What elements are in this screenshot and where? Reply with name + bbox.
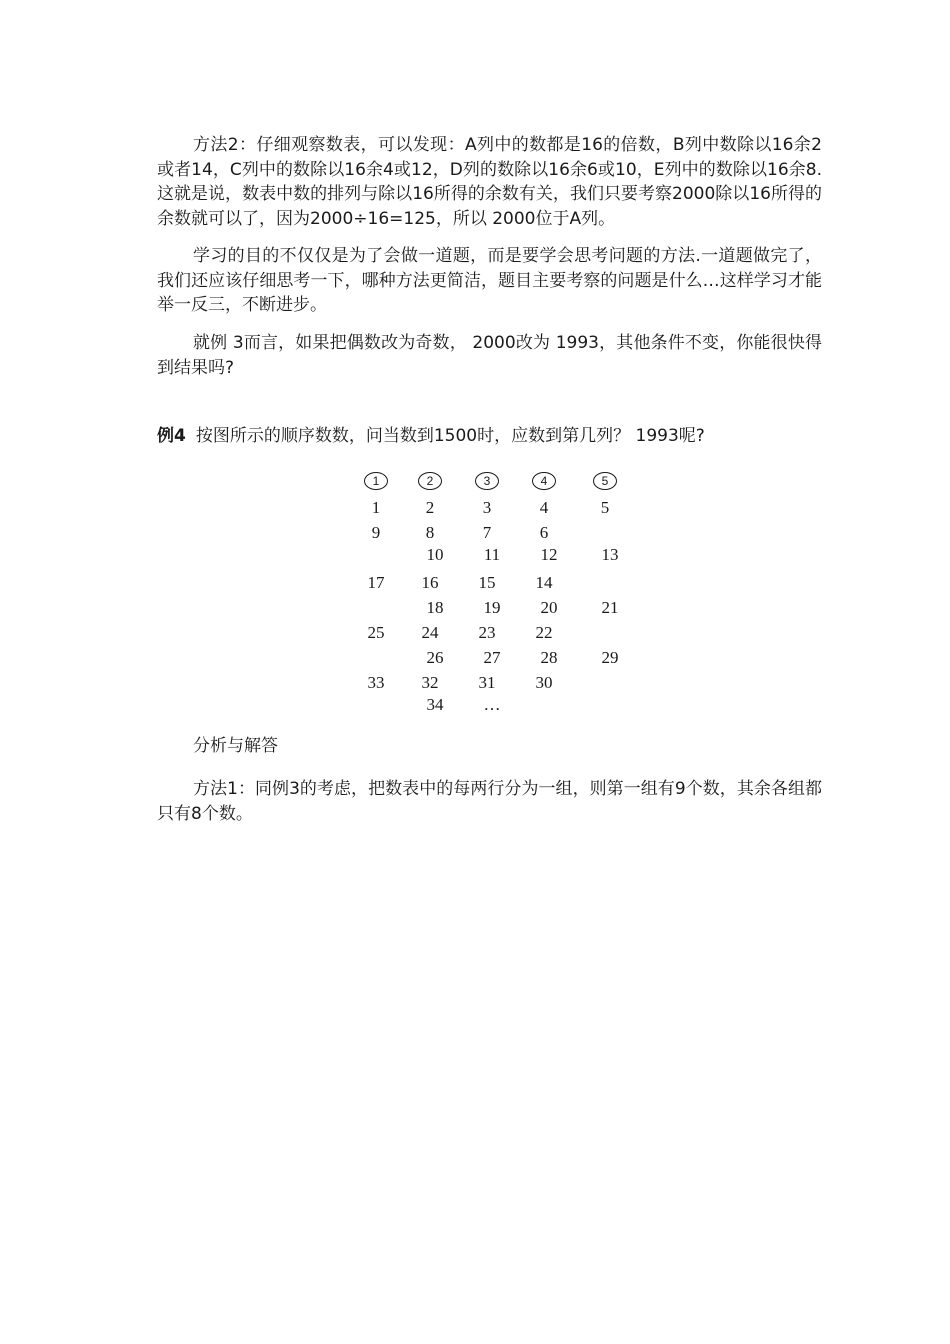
table-cell: 13 — [601, 545, 619, 564]
table-cell: 14 — [535, 573, 553, 592]
table-cell: 27 — [483, 648, 501, 667]
table-cell: 18 — [426, 598, 444, 617]
table-cell: 24 — [421, 623, 439, 642]
table-cell: 28 — [540, 648, 558, 667]
table-cell: 23 — [478, 623, 496, 642]
table-cell: 8 — [425, 523, 435, 542]
table-cell: 5 — [600, 498, 610, 517]
table-cell: 3 — [482, 498, 492, 517]
paragraph-variation-question: 就例 3而言，如果把偶数改为奇数， 2000改为 1993，其他条件不变，你能很快得到结果吗? — [157, 333, 822, 378]
example-question: 按图所示的顺序数数，问当数到1500时，应数到第几列？ 1993呢? — [195, 426, 705, 446]
table-cell: 33 — [367, 673, 385, 692]
table-cell: … — [483, 695, 501, 714]
table-cell: 20 — [540, 598, 558, 617]
paragraph-method-2: 方法2：仔细观察数表，可以发现：A列中的数都是16的倍数，B列中数除以16余2或者14，C列中的数除以16余4或12，D列的数除以16余6或10，E列中的数除以16余8.这就是说，数表中数的排列与除以16所得的余数有关，我们只要考察2000除以16所得的余数就可以了，因为2000÷16=125，所以 2000位于A列。 — [157, 135, 822, 229]
table-cell: 7 — [482, 523, 492, 542]
column-header-2: 2 — [418, 472, 442, 490]
table-cell: 2 — [425, 498, 435, 517]
table-cell: 22 — [535, 623, 553, 642]
table-cell: 12 — [540, 545, 558, 564]
analysis-heading: 分析与解答 — [193, 736, 278, 756]
table-cell: 25 — [367, 623, 385, 642]
table-cell: 29 — [601, 648, 619, 667]
paragraph-method-1: 方法1：同例3的考虑，把数表中的每两行分为一组，则第一组有9个数，其余各组都只有8个数。 — [157, 779, 822, 824]
table-cell: 32 — [421, 673, 439, 692]
table-cell: 30 — [535, 673, 553, 692]
paragraph-study-purpose: 学习的目的不仅仅是为了会做一道题，而是要学会思考问题的方法.一道题做完了，我们还应该仔细思考一下，哪种方法更简洁，题目主要考察的问题是什么…这样学习才能举一反三，不断进步。 — [157, 246, 822, 315]
table-cell: 31 — [478, 673, 496, 692]
table-cell: 34 — [426, 695, 444, 714]
table-cell: 19 — [483, 598, 501, 617]
table-cell: 21 — [601, 598, 619, 617]
table-cell: 1 — [371, 498, 381, 517]
table-cell: 9 — [371, 523, 381, 542]
table-cell: 17 — [367, 573, 385, 592]
table-cell: 11 — [483, 545, 501, 564]
table-cell: 4 — [539, 498, 549, 517]
column-header-5: 5 — [593, 472, 617, 490]
table-cell: 10 — [426, 545, 444, 564]
column-header-4: 4 — [532, 472, 556, 490]
example-label: 例4 — [157, 426, 186, 446]
column-header-1: 1 — [364, 472, 388, 490]
table-cell: 26 — [426, 648, 444, 667]
table-cell: 6 — [539, 523, 549, 542]
table-cell: 16 — [421, 573, 439, 592]
column-header-3: 3 — [475, 472, 499, 490]
table-cell: 15 — [478, 573, 496, 592]
